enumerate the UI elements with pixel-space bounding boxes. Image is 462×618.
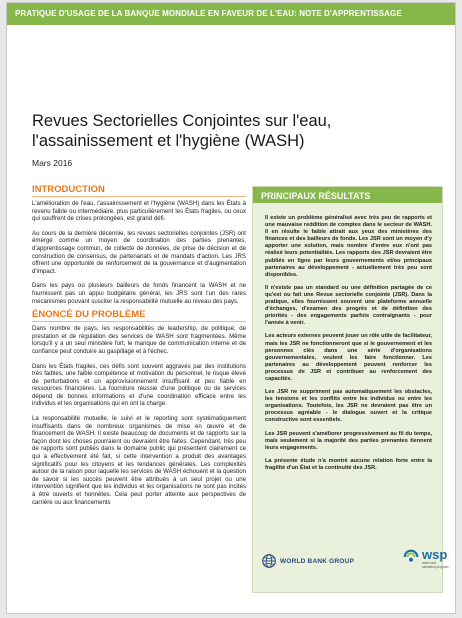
key-results-body [253, 203, 442, 472]
result-paragraph-2: Il n'existe pas un standard ou une définition partagée de ce qu'est ou fait une Revue sectorielle conjointe (JSR). Dans la pratique, elles fournissent souvent une plateforme annuelle d'échanges, d'examen des progrès et de définition des priorités - des engagements parfois contraignants - pour l'année à venir. [265, 284, 432, 327]
result-paragraph-1: Il existe un problème généralisé avec très peu de rapports et une mauvaise reddition de comptes dans le secteur de WASH. Il en résulte le faible attrait aux yeux des ministères des finances et des bailleurs de fonds. Les JSR sont un moyen d'y apporter une solution, mais nombre d'entre eux n'ont pas réalisé leurs potentialités. Les rapports des JSR devraient être publiés en ligne par leurs gouvernements et/ou principaux partenaires au développement - actuellement très peu sont disponibles. [265, 215, 432, 278]
world-bank-name: WORLD BANK GROUP [280, 557, 354, 565]
top-banner: PRATIQUE D'USAGE DE LA BANQUE MONDIALE EN FAVEUR DE L'EAU: NOTE D'APPRENTISSAGE [7, 3, 455, 25]
document-page [6, 2, 456, 614]
wsp-logo [402, 548, 448, 569]
title-line-1: Revues Sectorielles Conjointes sur l'eau, [32, 112, 332, 130]
result-paragraph-5: Les JSR peuvent s'améliorer progressivement au fil du temps, mais seulement si la majorité des parties prenantes tiennent leurs engagements. [265, 430, 432, 451]
problem-paragraph-1: Dans nombre de pays, les responsabilités de leadership, de politique, de prestation et de régulation des services de WASH sont fragmentées. Même lorsqu'il y a un seul ministère fort, le manque de communication interne et de confiance peut conduire au gaspillage et à l'échec. [32, 325, 246, 355]
wsp-subtitle-1: water and [422, 561, 436, 565]
wsp-drop-icon [402, 548, 420, 566]
intro-heading: INTRODUCTION [32, 185, 246, 197]
result-paragraph-3: Les acteurs externes peuvent jouer un rôle utile de facilitateur, mais les JSR ne fonctionneront que si le gouvernement et les personnes clés dans une série d'organisations gouvernementales, veulent les faire fonctionner. Les partenaires au développement peuvent renforcer les processus de JSR et contribuer au renforcement des capacités. [265, 333, 432, 382]
document-title [32, 111, 442, 151]
wsp-wordmark: wsp [422, 547, 448, 562]
wsp-subtitle-2: sanitation program [422, 565, 449, 569]
problem-heading: ÉNONCÉ DU PROBLÈME [32, 310, 246, 322]
world-bank-globe-icon [262, 554, 276, 568]
result-paragraph-6: La présente étude n'a montré aucune relation forte entre la fragilité d'un État et la continuité des JSR. [265, 457, 432, 471]
problem-paragraph-3: La responsabilité mutuelle, le suivi et le reporting sont systématiquement insuffisants dans de nombreux organismes de mise en œuvre et de financement de WASH. Il existe beaucoup de documents et de rapports sur la façon dont les choses pourraient ou devraient être faites. Cependant, très peu de rapports sont publiés dans le domaine public qui présentent clairement ce qui a effectivement été fait, si cette intervention a produit des avantages significatifs pour les citoyens et les tendances générales. Les complexités autour de la raison pour laquelle les services de WASH échouent et la question de savoir si les succès peuvent être attribués à un seul projet ou une intervention signifient que les individus et les organisations ne sont pas incités à être ouverts et honnêtes. Cela peut porter atteinte aux perspectives de carrière ou aux financements [32, 415, 246, 506]
title-line-2: l'assainissement et l'hygiène (WASH) [32, 132, 305, 150]
publication-date: Mars 2016 [32, 158, 73, 168]
key-results-box [252, 186, 443, 593]
problem-paragraph-2: Dans les États fragiles, ces défis sont souvent aggravés par des institutions très faibles, une faible compétence et motivation du personnel, le risque élevé de perturbations et un approvisionnement insuffisant et peu fiable en ressources financières. La fourniture réussie d'une politique ou de services dépend de bonnes informations et d'une coordination efficace entre les individus et les organisations qui en ont la charge. [32, 362, 246, 408]
world-bank-logo [262, 554, 354, 568]
result-paragraph-4: Les JSR ne suppriment pas automatiquement les obstacles, les tensions et les conflits entre les individus ou entre les organisations. Toutefois, les JSR ne devraient pas être un processus agréable - le dialogue ouvert et la critique constructive sont essentiels. [265, 389, 432, 424]
intro-paragraph-1: L'amélioration de l'eau, l'assainissement et l'hygiène (WASH) dans les États à revenu faible ou intermédiaire, plus particulièrement les États fragiles, ou ceux qui souffrent de crises prolongées, est grand défi. [32, 200, 246, 223]
intro-paragraph-2: Au cours de la dernière décennie, les revues sectorielles conjointes (JSR) ont émergé comme un moyen de coordination des parties prenantes, d'apprentissage commun, de collecte de données, de prise de décision et de construction de consensus, de partenariats et de mandats d'action. Les JRS offrent une opportunité de renforcement de la gouvernance et d'augmentation d'impact. [32, 229, 246, 275]
intro-paragraph-3: Dans les pays où plusieurs bailleurs de fonds financent la WASH et ne fournissent pas un appui budgétaire général, les JRS sont l'un des rares mécanismes pouvant susciter la responsabilité mutuelle au niveau des pays. [32, 282, 246, 305]
key-results-heading: PRINCIPAUX RÉSULTATS [253, 187, 442, 203]
left-column [32, 185, 246, 513]
